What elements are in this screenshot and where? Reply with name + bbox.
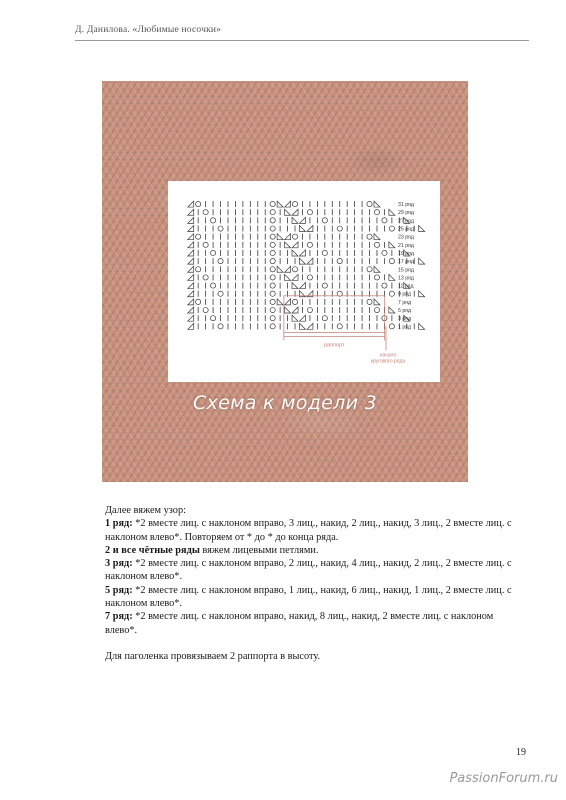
decrease-right-symbol bbox=[188, 266, 194, 272]
start-label: начало bbox=[379, 352, 397, 359]
yarn-over-symbol bbox=[210, 250, 215, 255]
yarn-over-symbol bbox=[270, 316, 275, 321]
decrease-right-symbol bbox=[188, 291, 194, 297]
decrease-right-symbol bbox=[285, 266, 291, 272]
yarn-over-symbol bbox=[322, 218, 327, 223]
yarn-over-symbol bbox=[382, 283, 387, 288]
yarn-over-symbol bbox=[270, 267, 275, 272]
instruction-text: *2 вместе лиц. с наклоном вправо, 2 лиц., накид, 4 лиц., накид, 2 лиц., 2 вместе лиц. с наклоном влево*. bbox=[105, 558, 512, 583]
decrease-left-symbol bbox=[277, 234, 283, 240]
yarn-over-symbol bbox=[270, 218, 275, 223]
yarn-over-symbol bbox=[322, 250, 327, 255]
decrease-right-symbol bbox=[188, 299, 194, 305]
decrease-right-symbol bbox=[285, 201, 291, 207]
decrease-left-symbol bbox=[285, 307, 291, 313]
decrease-right-symbol bbox=[299, 250, 305, 256]
decrease-left-symbol bbox=[389, 209, 395, 215]
watermark: PassionForum.ru bbox=[449, 771, 558, 786]
decrease-left-symbol bbox=[299, 323, 305, 329]
decrease-right-symbol bbox=[292, 242, 298, 248]
decrease-left-symbol bbox=[299, 226, 305, 232]
yarn-over-symbol bbox=[307, 210, 312, 215]
yarn-over-symbol bbox=[374, 307, 379, 312]
decrease-left-symbol bbox=[389, 307, 395, 313]
pattern-chart bbox=[168, 181, 440, 382]
decrease-right-symbol bbox=[307, 226, 313, 232]
yarn-over-symbol bbox=[270, 226, 275, 231]
yarn-over-symbol bbox=[270, 259, 275, 264]
yarn-over-symbol bbox=[203, 210, 208, 215]
header-rule bbox=[75, 40, 529, 41]
decrease-right-symbol bbox=[307, 323, 313, 329]
yarn-over-symbol bbox=[218, 324, 223, 329]
pattern-chart-card bbox=[168, 181, 440, 382]
instruction-lead: 3 ряд: bbox=[105, 558, 133, 570]
instruction-lead: 7 ряд: bbox=[105, 611, 133, 623]
row-label: 5 ряд bbox=[398, 308, 411, 315]
yarn-over-symbol bbox=[270, 210, 275, 215]
row-label: 21 ряд bbox=[398, 242, 414, 249]
yarn-over-symbol bbox=[270, 324, 275, 329]
instruction-row-5 bbox=[105, 584, 527, 611]
row-label: 29 ряд bbox=[398, 210, 414, 217]
decrease-right-symbol bbox=[292, 307, 298, 313]
decrease-left-symbol bbox=[419, 291, 425, 297]
instruction-text: *2 вместе лиц. с наклоном вправо, 1 лиц., накид, 6 лиц., накид, 1 лиц., 2 вместе лиц. с наклоном влево*. bbox=[105, 584, 512, 610]
start-label: кругового ряда bbox=[370, 358, 406, 365]
decrease-left-symbol bbox=[277, 299, 283, 305]
yarn-over-symbol bbox=[374, 210, 379, 215]
decrease-right-symbol bbox=[285, 299, 291, 305]
row-label: 9 ряд bbox=[398, 291, 411, 298]
yarn-over-symbol bbox=[270, 299, 275, 304]
yarn-over-symbol bbox=[292, 267, 297, 272]
row-label: 3 ряд bbox=[398, 316, 411, 323]
yarn-over-symbol bbox=[218, 259, 223, 264]
page-number: 19 bbox=[516, 747, 526, 758]
yarn-over-symbol bbox=[382, 218, 387, 223]
yarn-over-symbol bbox=[270, 283, 275, 288]
row-label: 23 ряд bbox=[398, 234, 414, 241]
decrease-left-symbol bbox=[277, 201, 283, 207]
instruction-lead: 1 ряд: bbox=[105, 518, 133, 530]
decrease-right-symbol bbox=[188, 226, 194, 232]
decrease-right-symbol bbox=[188, 258, 194, 264]
decrease-right-symbol bbox=[299, 283, 305, 289]
decrease-left-symbol bbox=[292, 250, 298, 256]
decrease-right-symbol bbox=[299, 217, 305, 223]
yarn-over-symbol bbox=[307, 242, 312, 247]
yarn-over-symbol bbox=[218, 291, 223, 296]
yarn-over-symbol bbox=[196, 267, 201, 272]
yarn-over-symbol bbox=[203, 275, 208, 280]
decrease-left-symbol bbox=[419, 323, 425, 329]
yarn-over-symbol bbox=[389, 226, 394, 231]
decrease-right-symbol bbox=[299, 315, 305, 321]
decrease-left-symbol bbox=[389, 242, 395, 248]
yarn-over-symbol bbox=[270, 307, 275, 312]
yarn-over-symbol bbox=[210, 283, 215, 288]
yarn-over-symbol bbox=[389, 291, 394, 296]
decrease-right-symbol bbox=[188, 315, 194, 321]
decrease-left-symbol bbox=[374, 201, 380, 207]
decrease-right-symbol bbox=[188, 234, 194, 240]
yarn-over-symbol bbox=[270, 291, 275, 296]
yarn-over-symbol bbox=[389, 324, 394, 329]
decrease-left-symbol bbox=[374, 299, 380, 305]
row-label: 25 ряд bbox=[398, 226, 414, 233]
running-head: Д. Данилова. «Любимые носочки» bbox=[75, 25, 222, 35]
decrease-right-symbol bbox=[285, 234, 291, 240]
yarn-over-symbol bbox=[196, 234, 201, 239]
decrease-left-symbol bbox=[292, 217, 298, 223]
yarn-over-symbol bbox=[270, 250, 275, 255]
yarn-over-symbol bbox=[203, 242, 208, 247]
yarn-over-symbol bbox=[367, 201, 372, 206]
row-label: 27 ряд bbox=[398, 218, 414, 225]
decrease-right-symbol bbox=[292, 209, 298, 215]
closing-line: Для паголенка провязываем 2 раппорта в высоту. bbox=[105, 650, 321, 662]
yarn-over-symbol bbox=[307, 275, 312, 280]
decrease-left-symbol bbox=[374, 266, 380, 272]
row-label: 1 ряд bbox=[398, 324, 411, 331]
decrease-left-symbol bbox=[419, 258, 425, 264]
yarn-over-symbol bbox=[337, 259, 342, 264]
yarn-over-symbol bbox=[292, 201, 297, 206]
yarn-over-symbol bbox=[203, 307, 208, 312]
yarn-over-symbol bbox=[196, 201, 201, 206]
pattern-instructions bbox=[105, 504, 527, 663]
instruction-lead: 5 ряд: bbox=[105, 584, 133, 596]
decrease-left-symbol bbox=[285, 242, 291, 248]
instruction-lead: 2 и все чётные ряды bbox=[105, 544, 200, 556]
yarn-over-symbol bbox=[367, 299, 372, 304]
yarn-over-symbol bbox=[389, 259, 394, 264]
decrease-left-symbol bbox=[285, 274, 291, 280]
row-label: 31 ряд bbox=[398, 202, 414, 209]
row-label: 7 ряд bbox=[398, 299, 411, 306]
row-label: 11 ряд bbox=[398, 283, 414, 290]
decrease-left-symbol bbox=[374, 234, 380, 240]
figure-caption: Схема к модели 3 bbox=[193, 392, 377, 414]
yarn-over-symbol bbox=[270, 275, 275, 280]
yarn-over-symbol bbox=[307, 307, 312, 312]
yarn-over-symbol bbox=[382, 250, 387, 255]
yarn-over-symbol bbox=[337, 226, 342, 231]
decrease-right-symbol bbox=[188, 250, 194, 256]
row-label: 15 ряд bbox=[398, 267, 414, 274]
yarn-over-symbol bbox=[196, 299, 201, 304]
decrease-right-symbol bbox=[188, 283, 194, 289]
decrease-left-symbol bbox=[419, 226, 425, 232]
yarn-over-symbol bbox=[270, 201, 275, 206]
decrease-right-symbol bbox=[188, 274, 194, 280]
decrease-right-symbol bbox=[292, 274, 298, 280]
repeat-label: раппорт bbox=[323, 342, 345, 349]
yarn-over-symbol bbox=[374, 242, 379, 247]
decrease-left-symbol bbox=[292, 283, 298, 289]
yarn-over-symbol bbox=[322, 283, 327, 288]
row-label: 19 ряд bbox=[398, 250, 414, 257]
yarn-over-symbol bbox=[210, 316, 215, 321]
instruction-row-3 bbox=[105, 557, 527, 584]
decrease-left-symbol bbox=[299, 258, 305, 264]
yarn-over-symbol bbox=[270, 234, 275, 239]
intro-line: Далее вяжем узор: bbox=[105, 505, 186, 516]
yarn-over-symbol bbox=[322, 316, 327, 321]
yarn-over-symbol bbox=[292, 299, 297, 304]
decrease-left-symbol bbox=[389, 274, 395, 280]
decrease-right-symbol bbox=[188, 323, 194, 329]
instruction-row-7 bbox=[105, 610, 527, 637]
row-label: 17 ряд bbox=[398, 259, 414, 266]
yarn-over-symbol bbox=[210, 218, 215, 223]
yarn-over-symbol bbox=[218, 226, 223, 231]
instruction-text: вяжем лицевыми петлями. bbox=[199, 544, 319, 556]
decrease-left-symbol bbox=[277, 266, 283, 272]
yarn-over-symbol bbox=[292, 234, 297, 239]
yarn-over-symbol bbox=[270, 242, 275, 247]
decrease-right-symbol bbox=[188, 209, 194, 215]
decrease-right-symbol bbox=[188, 242, 194, 248]
row-label: 13 ряд bbox=[398, 275, 414, 282]
yarn-over-symbol bbox=[367, 234, 372, 239]
decrease-right-symbol bbox=[188, 201, 194, 207]
yarn-over-symbol bbox=[374, 275, 379, 280]
decrease-right-symbol bbox=[188, 217, 194, 223]
instruction-text: *2 вместе лиц. с наклоном вправо, 3 лиц., накид, 2 лиц., накид, 3 лиц., 2 вместе лиц. с наклоном влево*. Повторяем от * до * до конца ряда. bbox=[105, 518, 512, 543]
instruction-text: *2 вместе лиц. с наклоном вправо, накид, 8 лиц., накид, 2 вместе лиц. с наклоном влево*. bbox=[105, 611, 494, 636]
decrease-left-symbol bbox=[292, 315, 298, 321]
decrease-right-symbol bbox=[307, 258, 313, 264]
instruction-row-even bbox=[105, 544, 527, 557]
yarn-over-symbol bbox=[367, 267, 372, 272]
instruction-row-1 bbox=[105, 517, 527, 544]
decrease-right-symbol bbox=[188, 307, 194, 313]
yarn-over-symbol bbox=[337, 324, 342, 329]
decrease-left-symbol bbox=[285, 209, 291, 215]
